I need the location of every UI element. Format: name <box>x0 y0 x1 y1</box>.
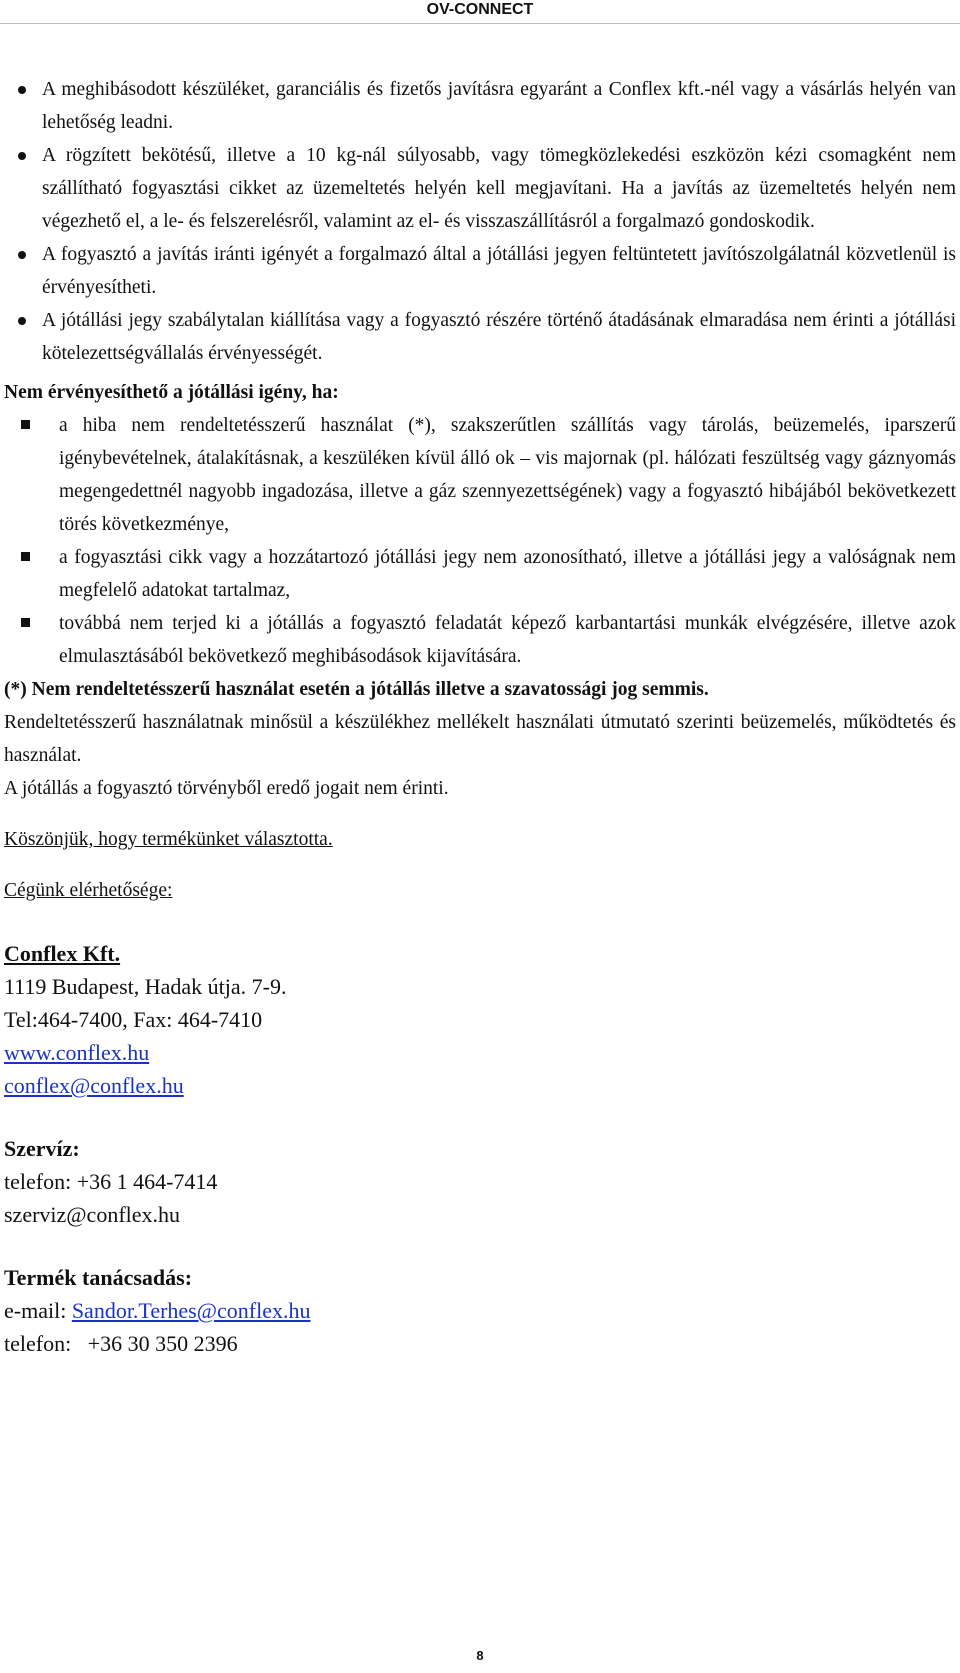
company-address: 1119 Budapest, Hadak útja. 7-9. <box>4 974 287 999</box>
service-email: szerviz@conflex.hu <box>4 1202 181 1227</box>
advice-phone: telefon: +36 30 350 2396 <box>4 1331 238 1356</box>
company-email-link[interactable]: conflex@conflex.hu <box>4 1073 184 1098</box>
list-item: a fogyasztási cikk vagy a hozzátartozó jótállási jegy nem azonosítható, illetve a jótállási jegy a valóságnak nem megfelelő adatokat tartalmaz, <box>59 541 956 607</box>
bullet-icon <box>18 86 26 94</box>
advice-email-link[interactable]: Sandor.Terhes@conflex.hu <box>71 1298 311 1323</box>
invalid-claim-heading: Nem érvényesíthető a jótállási igény, ha: <box>4 382 339 403</box>
list-item: A rögzített bekötésű, illetve a 10 kg-nál súlyosabb, vagy tömegközlekedési eszközön kézi csomagként nem szállítható fogyasztási cikket az üzemeltetés helyén kell megjavítani. Ha a javítás az üzemeltetés helyén nem végezhető el, a le- és felszerelésről, valamint az el- és visszaszállításról a forgalmazó gondoskodik. <box>42 139 956 238</box>
advice-email-label: e-mail: <box>4 1298 72 1323</box>
header-title: OV-CONNECT <box>426 1 534 18</box>
page-number: 8 <box>476 1648 484 1663</box>
list-item: A meghibásodott készüléket, garanciális és fizetős javításra egyaránt a Conflex kft.-nél vagy a vásárlás helyén van lehetőség leadni. <box>42 73 956 139</box>
service-heading: Szervíz: <box>4 1136 80 1161</box>
square-bullet-icon <box>21 420 30 429</box>
thanks-text: Köszönjük, hogy termékünket választotta. <box>4 829 333 850</box>
rights-note: A jótállás a fogyasztó törvényből eredő jogait nem érinti. <box>4 778 449 799</box>
bullet-icon <box>18 251 26 259</box>
bullet-icon <box>18 152 26 160</box>
misuse-note: (*) Nem rendeltetésszerű használat esetén a jótállás illetve a szavatossági jog semmis. <box>4 679 709 700</box>
contact-heading: Cégünk elérhetősége: <box>4 880 173 901</box>
list-item: a hiba nem rendeltetésszerű használat (*), szakszerűtlen szállítás vagy tárolás, beüzemelés, iparszerű igénybevételnek, átalakításnak, a keszüléken kívül álló ok – vis majornak (pl. hálózati feszültség vagy gáznyomás megengedettnél nagyobb ingadozása, illetve a gáz szennyezettségének) vagy a fogyasztó hibájából bekövetkezett törés következménye, <box>59 409 956 541</box>
repair-bullet-list <box>4 73 956 370</box>
bullet-icon <box>18 317 26 325</box>
service-phone: telefon: +36 1 464-7414 <box>4 1169 218 1194</box>
company-phone-fax: Tel:464-7400, Fax: 464-7410 <box>4 1007 263 1032</box>
website-link[interactable]: www.conflex.hu <box>4 1040 150 1065</box>
square-bullet-icon <box>21 618 30 627</box>
company-name: Conflex Kft. <box>4 941 121 966</box>
list-item: A fogyasztó a javítás iránti igényét a forgalmazó által a jótállási jegyen feltüntetett javítószolgálatnál közvetlenül is érvényesítheti. <box>42 238 956 304</box>
document-body <box>4 73 956 1360</box>
page-header <box>0 0 960 24</box>
square-bullet-icon <box>21 552 30 561</box>
list-item: továbbá nem terjed ki a jótállás a fogyasztó feladatát képező karbantartási munkák elvégzésére, illetve azok elmulasztásából bekövetkező meghibásodások kijavítására. <box>59 607 956 673</box>
list-item: A jótállási jegy szabálytalan kiállítása vagy a fogyasztó részére történő átadásának elmaradása nem érinti a jótállási kötelezettségvállalás érvényességét. <box>42 304 956 370</box>
company-contact-block <box>4 937 956 1360</box>
usage-note: Rendeltetésszerű használatnak minősül a készülékhez mellékelt használati útmutató szerinti beüzemelés, működtetés és használat. <box>4 712 956 766</box>
invalid-claim-list <box>4 409 956 673</box>
advice-heading: Termék tanácsadás: <box>4 1265 193 1290</box>
